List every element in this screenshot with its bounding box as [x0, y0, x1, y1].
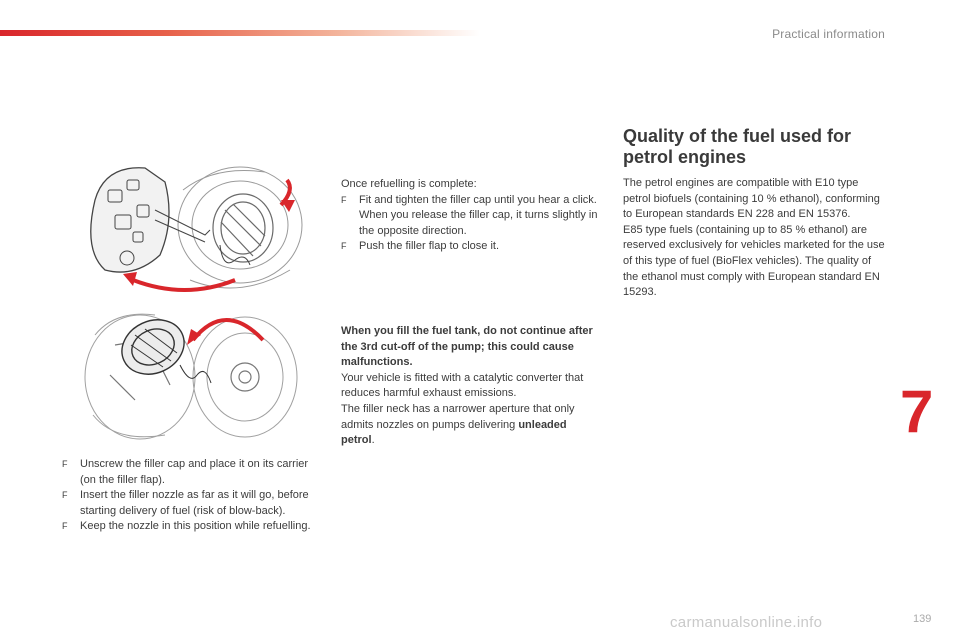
- list-item: F Unscrew the filler cap and place it on its carrier (on the filler flap).: [62, 458, 309, 486]
- filler-cap-removal-illustration: [75, 160, 305, 305]
- list-item: F Push the filler flap to close it.: [341, 239, 603, 255]
- chapter-number: 7: [900, 378, 934, 445]
- bullet-note: When you release the filler cap, it turns slightly in the opposite direction.: [359, 209, 598, 237]
- section-title: Practical information: [772, 27, 885, 41]
- list-item: F Keep the nozzle in this position while refuelling.: [62, 519, 324, 535]
- bullet-marker: F: [341, 241, 347, 252]
- fuel-quality-text: [623, 176, 885, 301]
- e85-paragraph: E85 type fuels (containing up to 85 % ethanol) are reserved exclusively for vehicles marketed for the use of this type of fuel (BioFlex vehicles). The quality of the ethanol must comply with European standard EN 15293.: [623, 223, 885, 299]
- filler-cap-carrier-illustration: [75, 305, 305, 445]
- page-number: 139: [913, 613, 932, 625]
- watermark: carmanualsonline.info: [670, 614, 823, 631]
- list-item: F Insert the filler nozzle as far as it will go, before starting delivery of fuel (risk of blow-back).: [62, 489, 309, 517]
- filler-neck-text: The filler neck has a narrower aperture that only admits nozzles on pumps delivering unleaded petrol.: [341, 402, 575, 447]
- refuelling-warning-block: [341, 324, 603, 449]
- bullet-marker: F: [62, 490, 68, 501]
- bullet-marker: F: [62, 459, 68, 469]
- after-refuelling-instructions: [341, 177, 603, 255]
- left-instructions: [62, 457, 324, 535]
- warning-text: When you fill the fuel tank, do not continue after the 3rd cut-off of the pump; this could cause malfunctions.: [341, 325, 593, 369]
- list-item: F Fit and tighten the filler cap until you hear a click.: [341, 193, 603, 209]
- intro-text: Once refuelling is complete:: [341, 178, 477, 190]
- bullet-marker: F: [341, 194, 347, 205]
- e10-paragraph: The petrol engines are compatible with E10 type petrol biofuels (containing 10 % ethanol), conforming to European standards EN 228 and EN 15376.: [623, 177, 880, 221]
- header-accent-bar: [0, 30, 480, 36]
- catalytic-converter-text: Your vehicle is fitted with a catalytic converter that reduces harmful exhaust emissions.: [341, 371, 584, 400]
- bullet-marker: F: [62, 521, 68, 532]
- fuel-quality-heading: Quality of the fuel used for petrol engines: [623, 126, 852, 167]
